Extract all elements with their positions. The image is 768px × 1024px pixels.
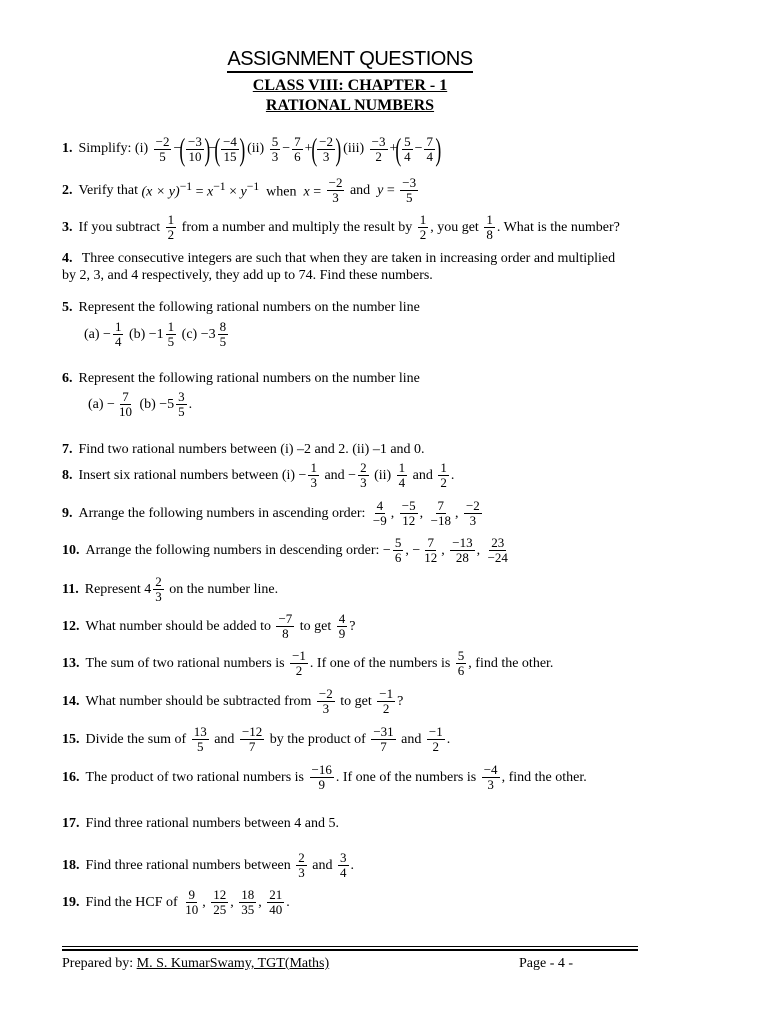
question-4: 4. Three consecutive integers are such that when they are taken in increasing order and multiplied by 2, 3, and 4 respectively, they add up to 74. Find these numbers. (62, 251, 616, 283)
question-14: 14. What number should be subtracted from −2 3 to get −1 2 ? (62, 686, 404, 716)
author-name: M. S. KumarSwamy, TGT(Maths) (136, 956, 330, 971)
question-8: 8. Insert six rational numbers between (i) − 1 3 and − 2 3 (ii) 1 4 and 1 2 . (62, 460, 455, 490)
question-9: 9. Arrange the following numbers in ascending order: 4 −9 , −5 12 , 7 −18 , −2 3 (62, 498, 480, 528)
footer-rule (62, 946, 638, 951)
question-5: 5. Represent the following rational numbers on the number line (62, 300, 420, 315)
question-17: 17. Find three rational numbers between 4 and 5. (62, 816, 339, 831)
question-13: 13. The sum of two rational numbers is −1 2 . If one of the numbers is 5 6 , find the other. (62, 648, 554, 678)
question-3: 3. If you subtract 1 2 from a number and multiply the result by 1 2 , you get 1 8 . What is the number? (62, 212, 620, 242)
question-1: 1. Simplify: (i) −2 5 − ( −3 10 ) − ( −4 15 ) (ii) 5 3 − 7 6 + ( −2 3 ) (iii) −3 2 + ( 5 4 − 7 4 ) (62, 131, 442, 167)
footer-prepared-by: Prepared by: M. S. KumarSwamy, TGT(Maths) (62, 956, 330, 971)
page-title: ASSIGNMENT QUESTIONS (0, 48, 700, 71)
question-2: 2. Verify that $(x \times y)^{-1} = x^{-1} \times y^{-1}$ when x = $\frac{-2}{3}$ and y = $\frac{-3}{5}$ (62, 175, 417, 205)
question-15: 15. Divide the sum of 13 5 and −12 7 by the product of −31 7 and −1 2 . (62, 724, 451, 754)
question-6: 6. Represent the following rational numbers on the number line (62, 371, 420, 386)
chapter-heading: RATIONAL NUMBERS (265, 97, 435, 114)
question-10: 10. Arrange the following numbers in descending order: − 5 6 , − 7 12 , −13 28 , 23 −24 (62, 535, 508, 565)
question-7: 7. Find two rational numbers between (i) –2 and 2. (ii) –1 and 0. (62, 442, 425, 457)
class-heading: CLASS VIII: CHAPTER - 1 (252, 77, 448, 94)
question-19: 19. Find the HCF of 9 10 , 12 25 , 18 35 , 21 40 . (62, 887, 290, 917)
question-6-items: (a) − 7 10 (b) −5 3 5 . (88, 389, 193, 419)
question-18: 18. Find three rational numbers between 2 3 and 3 4 . (62, 850, 354, 880)
question-12: 12. What number should be added to −7 8 to get 4 9 ? (62, 611, 356, 641)
question-5-items: (a) − 1 4 (b) −1 1 5 (c) −3 8 5 (84, 319, 227, 349)
page-number: Page - 4 - (519, 956, 574, 971)
question-16: 16. The product of two rational numbers is −16 9 . If one of the numbers is −4 3 , find the other. (62, 762, 587, 792)
question-11: 11. Represent 4 2 3 on the number line. (62, 574, 279, 604)
